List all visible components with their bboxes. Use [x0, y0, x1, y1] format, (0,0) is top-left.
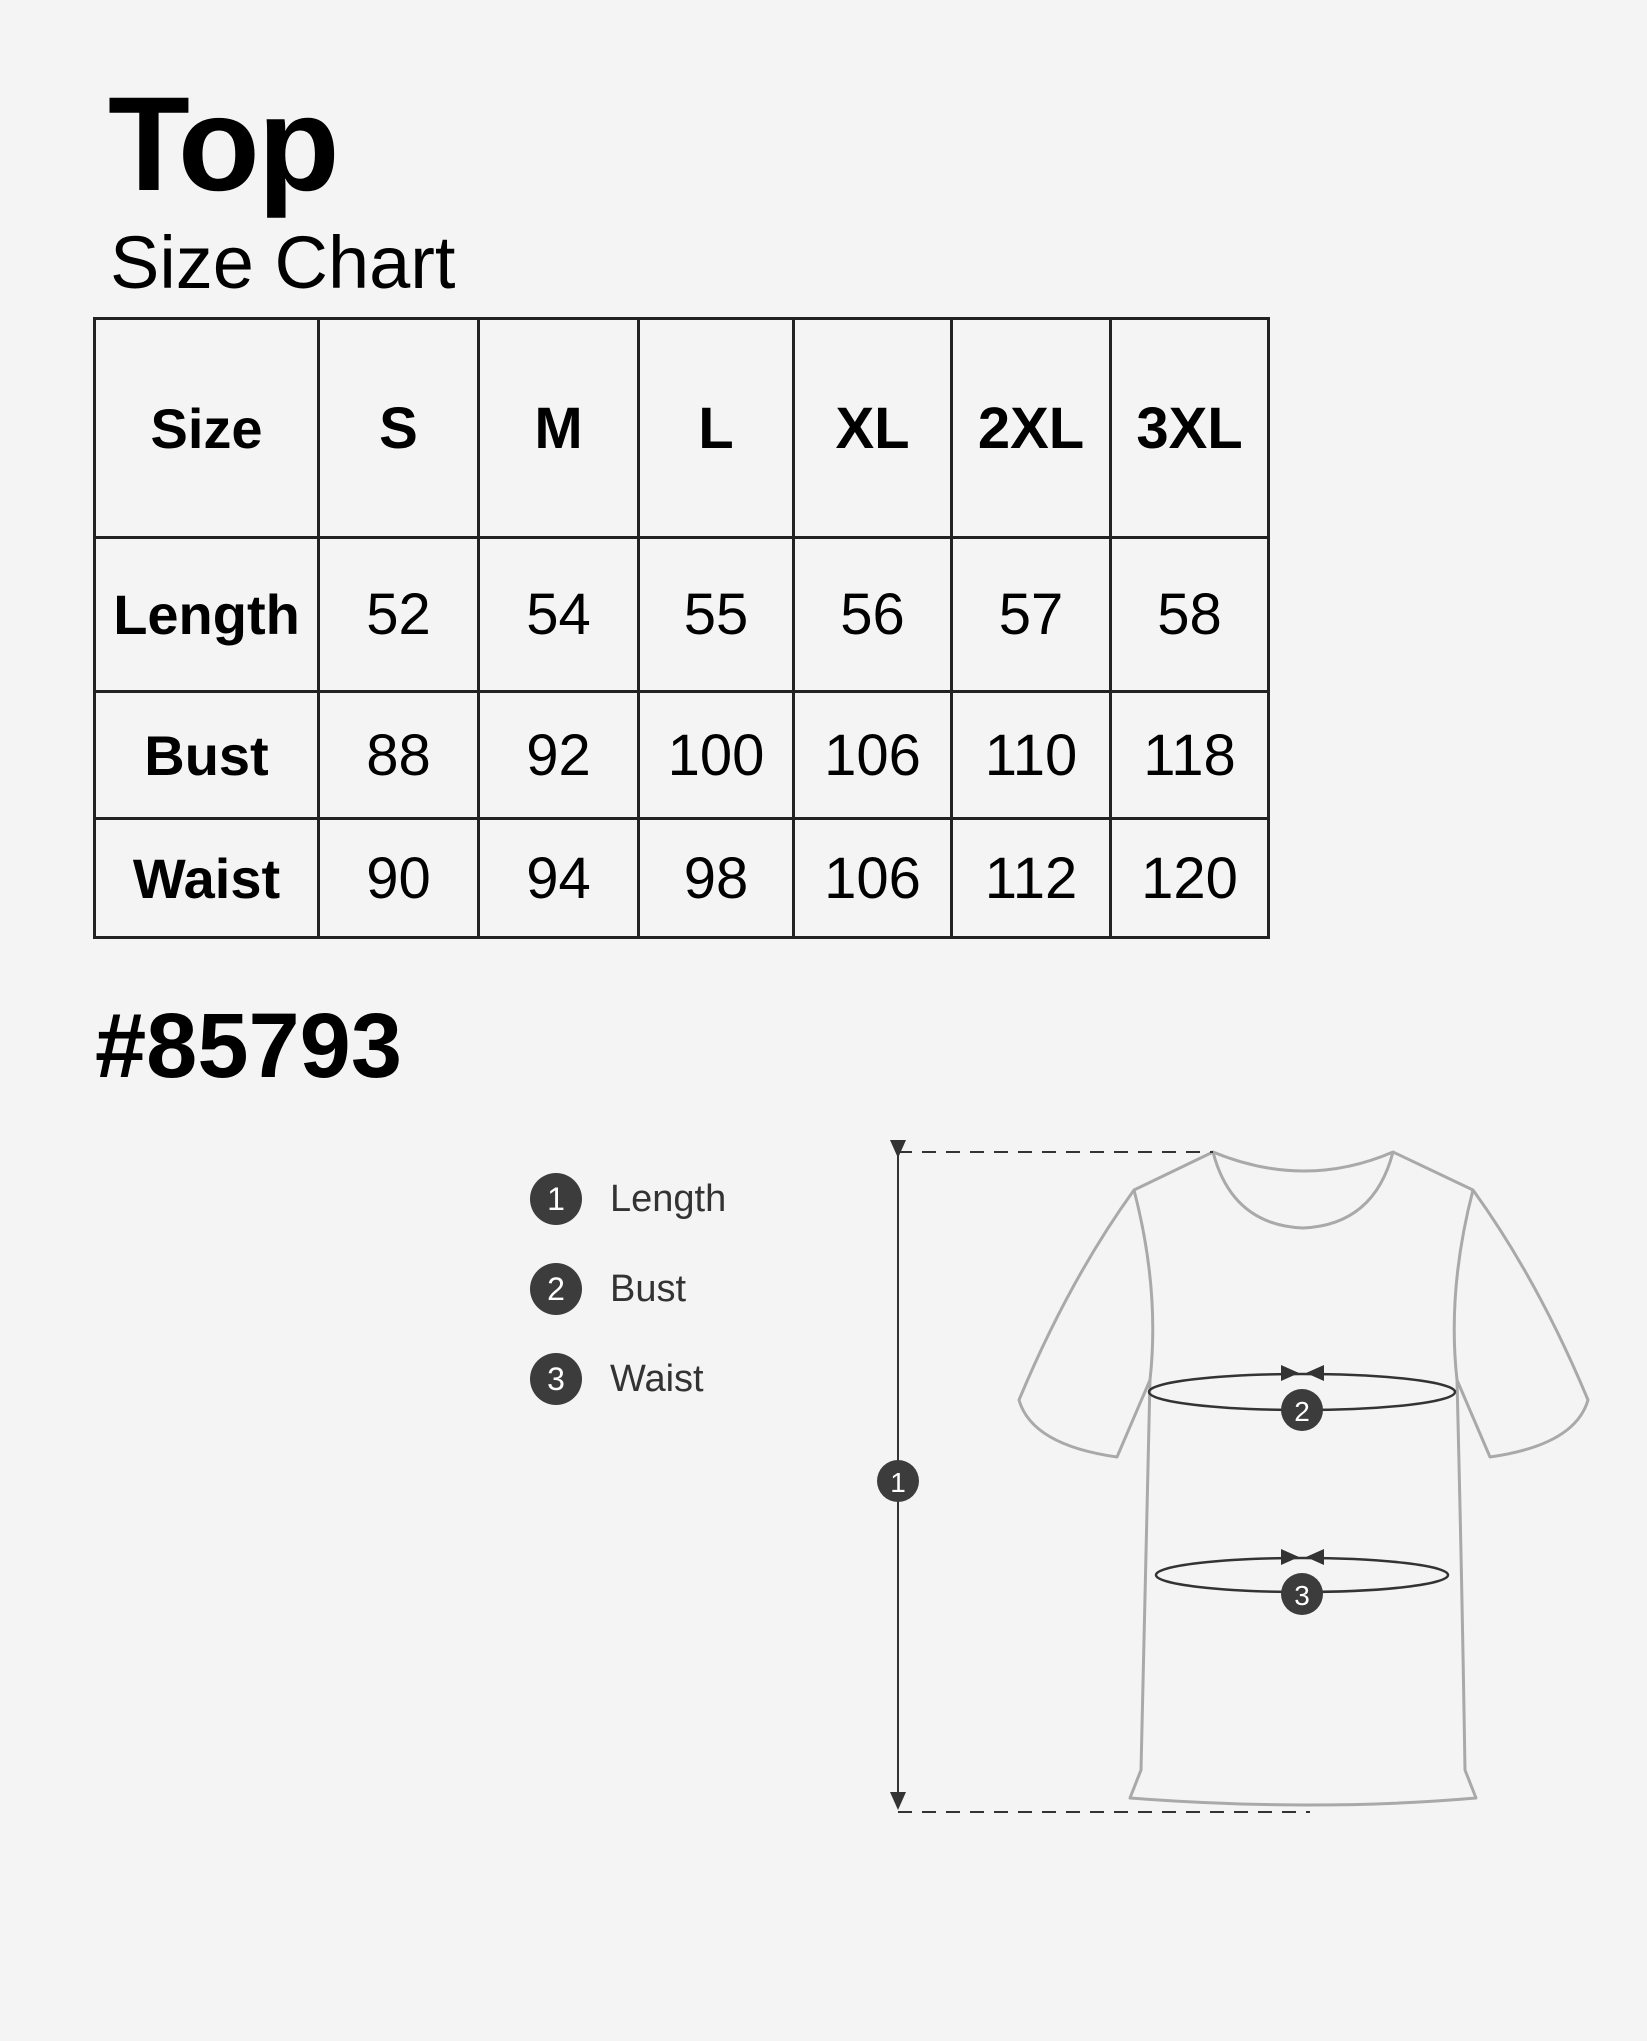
table-cell: 112 — [952, 819, 1111, 938]
table-cell: 110 — [952, 691, 1111, 819]
header-cell-xl: XL — [794, 319, 952, 538]
table-cell: 100 — [639, 691, 794, 819]
legend-label: Length — [610, 1177, 727, 1220]
table-cell: 88 — [319, 691, 479, 819]
header-cell-size: Size — [95, 319, 319, 538]
table-cell: 52 — [319, 538, 479, 692]
length-guides — [898, 1152, 1310, 1812]
number-badge: 2 — [530, 1263, 582, 1315]
header-cell-3xl: 3XL — [1111, 319, 1269, 538]
legend-label: Waist — [610, 1357, 704, 1400]
marker-waist — [1281, 1573, 1323, 1615]
garment-outline — [1019, 1152, 1588, 1805]
table-cell: 54 — [479, 538, 639, 692]
page-title: Top — [108, 70, 338, 219]
row-label-bust: Bust — [95, 691, 319, 819]
table-cell: 57 — [952, 538, 1111, 692]
table-cell: 120 — [1111, 819, 1269, 938]
marker-label: 3 — [1294, 1580, 1310, 1611]
table-cell: 55 — [639, 538, 794, 692]
table-cell: 106 — [794, 691, 952, 819]
header-cell-s: S — [319, 319, 479, 538]
table-cell: 58 — [1111, 538, 1269, 692]
table-cell: 118 — [1111, 691, 1269, 819]
table-cell: 106 — [794, 819, 952, 938]
header-cell-2xl: 2XL — [952, 319, 1111, 538]
table-cell: 56 — [794, 538, 952, 692]
header-cell-l: L — [639, 319, 794, 538]
table-cell: 90 — [319, 819, 479, 938]
row-label-length: Length — [95, 538, 319, 692]
marker-label: 2 — [1294, 1396, 1310, 1427]
product-code: #85793 — [95, 995, 402, 1097]
marker-length — [877, 1460, 919, 1502]
number-badge: 1 — [530, 1173, 582, 1225]
legend-label: Bust — [610, 1267, 687, 1310]
table-cell: 94 — [479, 819, 639, 938]
marker-bust — [1281, 1389, 1323, 1431]
table-cell: 98 — [639, 819, 794, 938]
header-cell-m: M — [479, 319, 639, 538]
marker-label: 1 — [890, 1467, 906, 1498]
number-badge: 3 — [530, 1353, 582, 1405]
page-subtitle: Size Chart — [110, 221, 456, 304]
table-cell: 92 — [479, 691, 639, 819]
row-label-waist: Waist — [95, 819, 319, 938]
